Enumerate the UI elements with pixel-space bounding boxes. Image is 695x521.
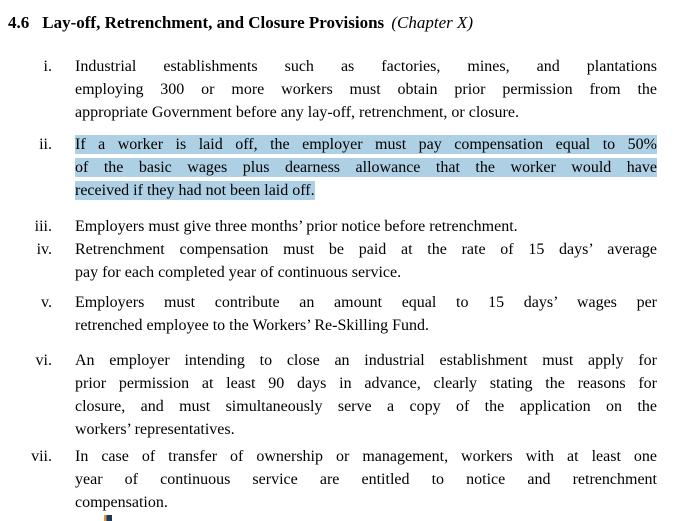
- item-numeral: v.: [41, 294, 52, 311]
- text-line: prior permission at least 90 days in advance, clearly stating the reasons for: [75, 375, 657, 392]
- item-text: [75, 215, 657, 238]
- item-text: [75, 55, 657, 124]
- text-line: closure, and must simultaneously serve a copy of the application on the: [75, 398, 657, 415]
- provision-item-v: [0, 291, 695, 337]
- text-line: employing 300 or more workers must obtain prior permission from the: [75, 81, 657, 98]
- item-text: [75, 238, 657, 284]
- text-line: retrenched employee to the Workers’ Re-Skilling Fund.: [75, 317, 430, 334]
- highlighted-line: [75, 156, 657, 179]
- provision-item-iii: [0, 215, 695, 238]
- item-numeral: iii.: [34, 218, 52, 235]
- provision-item-ii: [0, 133, 695, 202]
- text-highlight: of the basic wages plus dearness allowance that the worker would have: [75, 159, 657, 176]
- provision-list: [0, 55, 695, 514]
- item-text: [75, 291, 657, 337]
- item-numeral: vii.: [31, 448, 52, 465]
- text-line: pay for each completed year of continuous service.: [75, 264, 402, 281]
- text-line: Employers must give three months’ prior notice before retrenchment.: [75, 218, 518, 235]
- text-line: workers’ representatives.: [75, 421, 235, 438]
- item-numeral: i.: [43, 58, 52, 75]
- provision-item-i: [0, 55, 695, 124]
- section-number: 4.6: [8, 13, 30, 32]
- text-line: Employers must contribute an amount equal to 15 days’ wages per: [75, 294, 657, 311]
- provision-item-vii: [0, 445, 695, 514]
- cutoff-text-fragment: [104, 515, 112, 521]
- provision-item-vi: [0, 349, 695, 441]
- item-numeral: vi.: [35, 352, 52, 369]
- item-numeral: ii.: [39, 136, 52, 153]
- text-highlight: received if they had not been laid off.: [75, 182, 315, 199]
- text-line: In case of transfer of ownership or management, workers with at least one: [75, 448, 657, 465]
- item-text: [75, 445, 657, 514]
- text-line: year of continuous service are entitled to notice and retrenchment: [75, 471, 657, 488]
- text-line: compensation.: [75, 494, 168, 511]
- section-heading: [0, 0, 695, 33]
- text-line: Retrenchment compensation must be paid at the rate of 15 days’ average: [75, 241, 657, 258]
- provision-item-iv: [0, 238, 695, 284]
- text-line: An employer intending to close an industrial establishment must apply for: [75, 352, 657, 369]
- highlighted-line: [75, 179, 657, 202]
- text-line: appropriate Government before any lay-off, retrenchment, or closure.: [75, 104, 519, 121]
- section-chapter-ref: (Chapter X): [391, 13, 474, 32]
- item-text: [75, 133, 657, 202]
- item-text: [75, 349, 657, 441]
- text-line: Industrial establishments such as factories, mines, and plantations: [75, 58, 657, 75]
- section-title: Lay-off, Retrenchment, and Closure Provisions: [42, 13, 385, 32]
- text-highlight: If a worker is laid off, the employer must pay compensation equal to 50%: [75, 136, 657, 153]
- item-numeral: iv.: [36, 241, 52, 258]
- highlighted-line: [75, 133, 657, 156]
